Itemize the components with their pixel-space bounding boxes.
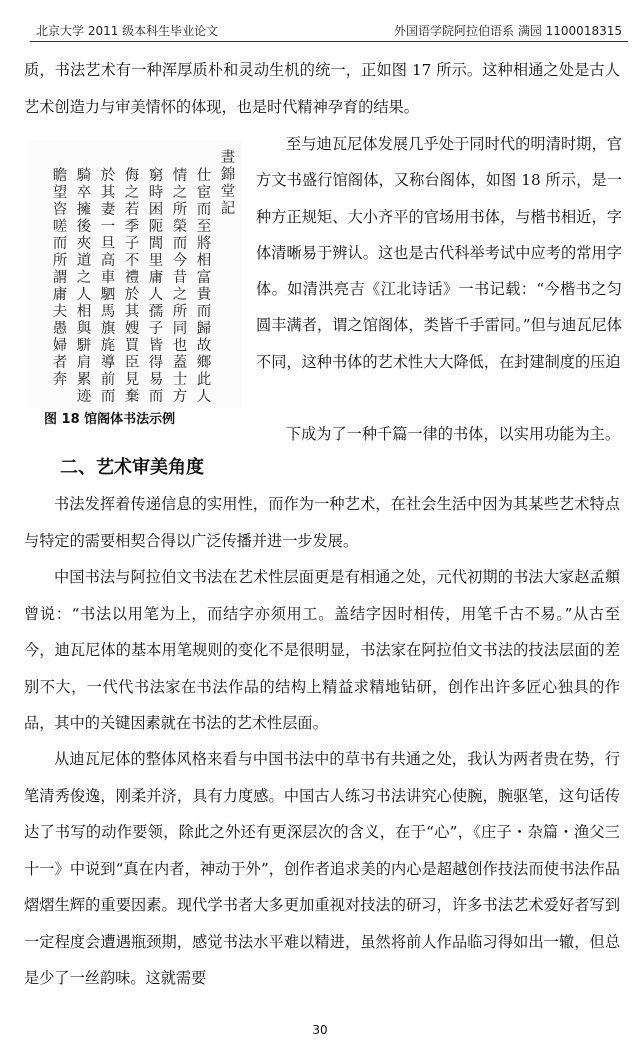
calligraphy-char: 駟 <box>100 287 116 303</box>
calligraphy-char: 堂 <box>220 184 236 200</box>
calligraphy-char: 望 <box>52 185 68 201</box>
calligraphy-char: 之 <box>172 287 188 303</box>
calligraphy-char: 仕 <box>196 168 212 184</box>
calligraphy-char: 宦 <box>196 185 212 201</box>
calligraphy-char: 閭 <box>148 236 164 252</box>
calligraphy-char: 禮 <box>124 270 140 286</box>
calligraphy-char: 記 <box>220 201 236 217</box>
calligraphy-char: 侮 <box>124 168 140 184</box>
calligraphy-char: 富 <box>196 270 212 286</box>
calligraphy-char: 後 <box>76 219 92 235</box>
paragraph-2: 中国书法与阿拉伯文书法在艺术性层面更是有相通之处，元代初期的书法大家赵孟頫曾说：“书法以用笔为上，而结字亦须用工。盖结字因时相传，用笔千古不易。”从古至今，迪瓦尼体的基本用笔规则的变化不是很明显，书法家在阿拉伯文书法的技法层面的差别不大，一代代书法家在书法作品的结构上精益求精地钻研，创作出许多匠心独具的作品，其中的关键因素就在书法的艺术性层面。 <box>24 568 620 732</box>
calligraphy-char: 同 <box>172 321 188 337</box>
calligraphy-char: 人 <box>196 389 212 405</box>
calligraphy-char: 此 <box>196 372 212 388</box>
calligraphy-char: 將 <box>196 236 212 252</box>
calligraphy-char: 鄉 <box>196 355 212 371</box>
calligraphy-char: 子 <box>124 236 140 252</box>
header-rule <box>30 41 628 42</box>
calligraphy-char: 情 <box>172 168 188 184</box>
calligraphy-char: 也 <box>172 338 188 354</box>
calligraphy-char: 不 <box>124 253 140 269</box>
page-number: 30 <box>312 1023 328 1037</box>
header-right: 外国语学院阿拉伯语系 满园 1100018315 <box>394 24 622 38</box>
calligraphy-char: 嫂 <box>124 321 140 337</box>
calligraphy-char: 夾 <box>76 236 92 252</box>
calligraphy-char: 子 <box>148 321 164 337</box>
calligraphy-char: 咨 <box>52 202 68 218</box>
calligraphy-char: 車 <box>100 270 116 286</box>
calligraphy-char: 於 <box>124 287 140 303</box>
side-paragraph: 至与迪瓦尼体发展几乎处于同时代的明清时期，官方文书盛行馆阁体，又称台阁体，如图 18 所示，是一种方正规矩、大小齐平的官场用书体，与楷书相近，字体清晰易于辨认。这也是古代科举考试中应考的常用字体。如清洪亮吉《江北诗话》一书记载：“今楷书之匀圆丰满者，谓之馆阁体，类皆千手雷同。”但与迪瓦尼体不同，这种书体的艺术性大大降低，在封建制度的压迫 <box>256 135 622 371</box>
calligraphy-char: 人 <box>148 287 164 303</box>
calligraphy-char: 道 <box>76 253 92 269</box>
calligraphy-char: 夫 <box>52 304 68 320</box>
calligraphy-char: 易 <box>148 372 164 388</box>
calligraphy-char: 之 <box>76 270 92 286</box>
calligraphy-char: 而 <box>52 236 68 252</box>
calligraphy-char: 而 <box>196 202 212 218</box>
calligraphy-char: 人 <box>76 287 92 303</box>
calligraphy-char: 擁 <box>76 202 92 218</box>
paragraph-3: 从迪瓦尼体的整体风格来看与中国书法中的草书有共通之处，我认为两者贵在势，行笔清秀俊逸，刚柔并济，具有力度感。中国古人练习书法讲究心使腕，腕驱笔，这句话传达了书写的动作要领，除此之外还有更深层次的含义，在于“心”，《庄子・杂篇・渔父三十一》中说到“真在内者，神动于外”，创作者追求美的内心是超越创作技法而使书法作品熠熠生辉的重要因素。现代学书者大多更加重视对技法的研习，许多书法艺术爱好者写到一定程度会遭遇瓶颈期，感觉书法水平难以精进，虽然将前人作品临习得如出一辙，但总是少了一丝韵味。这就需要 <box>24 750 620 987</box>
page-header <box>0 22 640 40</box>
calligraphy-char: 謂 <box>52 270 68 286</box>
calligraphy-char: 買 <box>124 338 140 354</box>
calligraphy-char: 季 <box>124 219 140 235</box>
calligraphy-char: 而 <box>196 304 212 320</box>
calligraphy-char: 於 <box>100 168 116 184</box>
calligraphy-char: 肩 <box>76 355 92 371</box>
paragraph-1: 书法发挥着传递信息的实用性，而作为一种艺术，在社会生活中因为其某些艺术特点与特定的需要相契合得以广泛传播并进一步发展。 <box>24 495 620 550</box>
calligraphy-char: 旄 <box>100 338 116 354</box>
calligraphy-char: 婦 <box>52 338 68 354</box>
calligraphy-char: 孺 <box>148 304 164 320</box>
calligraphy-char: 阨 <box>148 219 164 235</box>
figure-caption: 图 18 馆阁体书法示例 <box>44 412 176 427</box>
calligraphy-char: 至 <box>196 219 212 235</box>
calligraphy-char: 困 <box>148 202 164 218</box>
calligraphy-char: 相 <box>196 253 212 269</box>
calligraphy-char: 見 <box>124 372 140 388</box>
calligraphy-char: 而 <box>148 389 164 405</box>
calligraphy-char: 旦 <box>100 236 116 252</box>
calligraphy-char: 之 <box>172 185 188 201</box>
calligraphy-char: 馬 <box>100 304 116 320</box>
calligraphy-char: 瞻 <box>52 168 68 184</box>
calligraphy-char: 妻 <box>100 202 116 218</box>
calligraphy-char: 一 <box>100 219 116 235</box>
calligraphy-char: 與 <box>76 321 92 337</box>
calligraphy-char: 之 <box>124 185 140 201</box>
calligraphy-char: 卒 <box>76 185 92 201</box>
calligraphy-char: 前 <box>100 372 116 388</box>
calligraphy-char: 窮 <box>148 168 164 184</box>
calligraphy-char: 今 <box>172 253 188 269</box>
calligraphy-char: 累 <box>76 372 92 388</box>
calligraphy-char: 其 <box>124 304 140 320</box>
calligraphy-char: 得 <box>148 355 164 371</box>
calligraphy-char: 所 <box>52 253 68 269</box>
calligraphy-char: 者 <box>52 355 68 371</box>
calligraphy-char: 臣 <box>124 355 140 371</box>
side-paragraph-tail: 下成为了一种千篇一律的书体，以实用功能为主。 <box>285 425 620 443</box>
calligraphy-char: 士 <box>172 372 188 388</box>
calligraphy-char: 昔 <box>172 270 188 286</box>
calligraphy-char: 導 <box>100 355 116 371</box>
calligraphy-char: 其 <box>100 185 116 201</box>
calligraphy-char: 方 <box>172 389 188 405</box>
calligraphy-char: 蓋 <box>172 355 188 371</box>
calligraphy-char: 而 <box>100 389 116 405</box>
calligraphy-char: 棄 <box>124 389 140 405</box>
calligraphy-char: 所 <box>172 304 188 320</box>
calligraphy-char: 榮 <box>172 219 188 235</box>
calligraphy-char: 時 <box>148 185 164 201</box>
calligraphy-char: 嗟 <box>52 219 68 235</box>
calligraphy-char: 錦 <box>220 167 236 183</box>
calligraphy-char: 庸 <box>52 287 68 303</box>
calligraphy-char: 迹 <box>76 389 92 405</box>
calligraphy-char: 庸 <box>148 270 164 286</box>
calligraphy-char: 高 <box>100 253 116 269</box>
calligraphy-char: 皆 <box>148 338 164 354</box>
calligraphy-char: 晝 <box>220 150 236 166</box>
calligraphy-char: 所 <box>172 202 188 218</box>
calligraphy-char: 若 <box>124 202 140 218</box>
section-heading: 二、艺术审美角度 <box>60 457 204 478</box>
calligraphy-char: 貴 <box>196 287 212 303</box>
calligraphy-char: 奔 <box>52 372 68 388</box>
calligraphy-char: 里 <box>148 253 164 269</box>
calligraphy-char: 駢 <box>76 338 92 354</box>
intro-paragraph: 质，书法艺术有一种浑厚质朴和灵动生机的统一，正如图 17 所示。这种相通之处是古人艺术创造力与审美情怀的体现，也是时代精神孕育的结果。 <box>24 61 620 116</box>
header-left: 北京大学 2011 级本科生毕业论文 <box>36 24 219 38</box>
calligraphy-char: 旗 <box>100 321 116 337</box>
calligraphy-char: 而 <box>172 236 188 252</box>
calligraphy-image <box>28 140 242 408</box>
calligraphy-char: 歸 <box>196 321 212 337</box>
calligraphy-char: 故 <box>196 338 212 354</box>
calligraphy-char: 愚 <box>52 321 68 337</box>
calligraphy-char: 相 <box>76 304 92 320</box>
calligraphy-char: 騎 <box>76 168 92 184</box>
figure-calligraphy <box>28 140 242 408</box>
